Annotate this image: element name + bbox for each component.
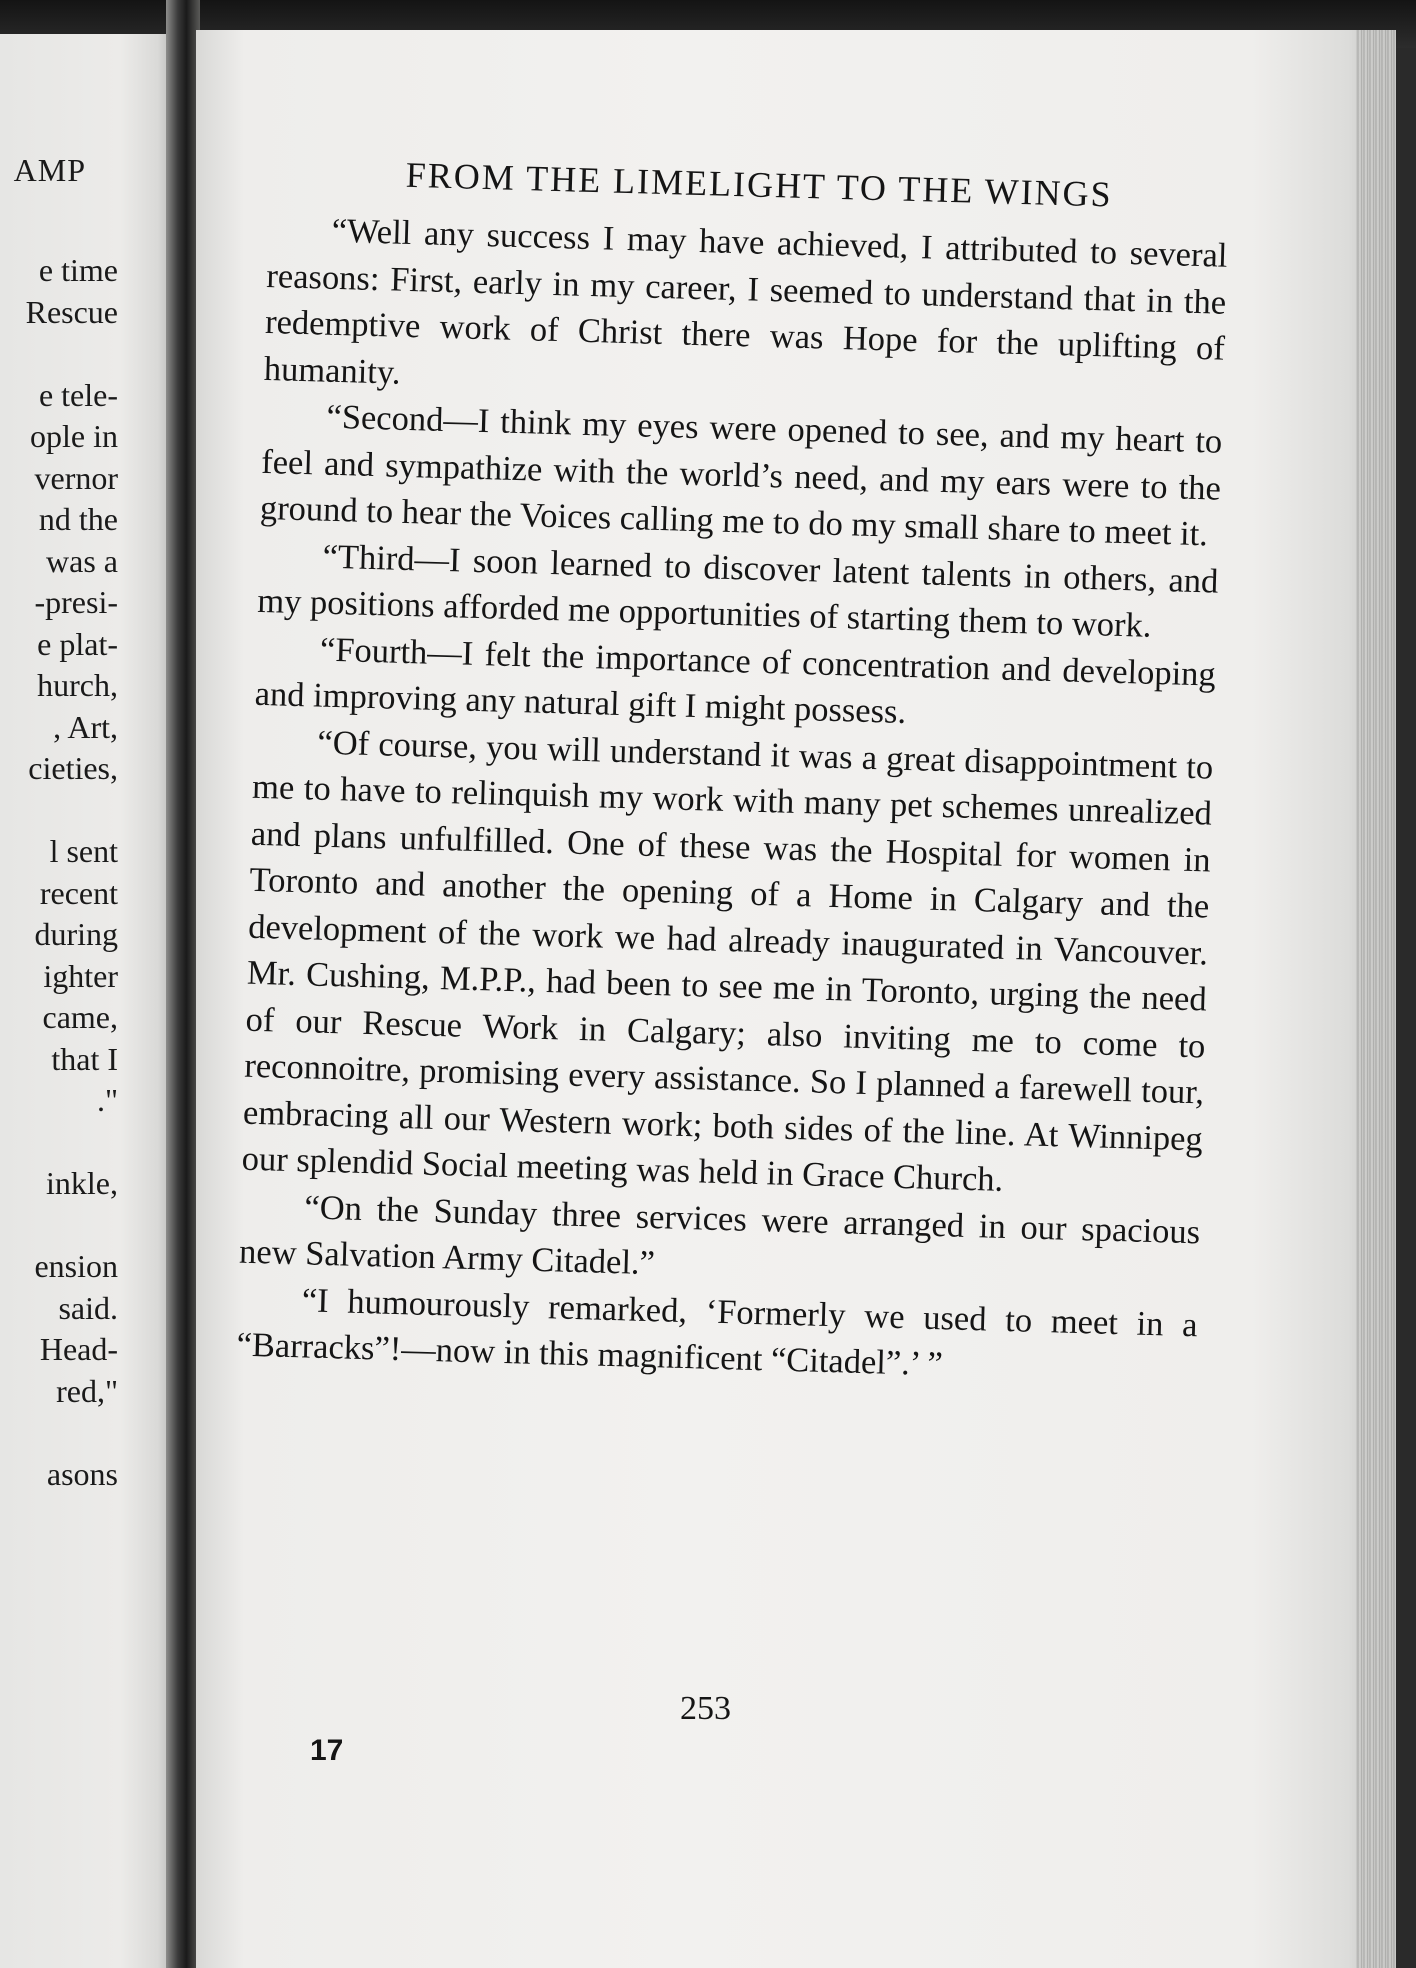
left-line-fragment: Head- bbox=[39, 1331, 118, 1367]
page-text-block bbox=[236, 150, 1230, 1395]
left-line-fragment: came, bbox=[42, 999, 118, 1035]
paragraph: “Well any success I may have achieved, I attributed to several reasons: First, early in my career, I seemed to understand that in the redemptive work of Christ there was Hope for the uplifting of humanity. bbox=[263, 211, 1228, 392]
left-line-fragment: vernor bbox=[34, 459, 118, 496]
left-line-fragment: said. bbox=[58, 1289, 118, 1326]
left-line-fragment: inkle, bbox=[46, 1165, 118, 1201]
paragraph: “Fourth—I felt the importance of concentration and developing and improving any natural gift I might possess. bbox=[254, 630, 1217, 731]
left-line-fragment: hurch, bbox=[37, 667, 118, 703]
left-line-fragment: e tele- bbox=[38, 376, 118, 413]
book-gutter bbox=[166, 0, 200, 1968]
left-line-fragment: was a bbox=[46, 542, 118, 579]
paragraph: “Of course, you will understand it was a great disappointment to me to have to relinquish my work with many pet schemes unrealized and plans unfulfilled. One of these was the Hospital for women in Toronto and another the opening of a Home in Calgary and the development of the work we had already inaugurated in Vancouver. Mr. Cushing, M.P.P., had been to see me in Toronto, urging the need of our Rescue Work in Calgary; also inviting me to come to reconnoitre, promising every assistance. So I planned a farewell tour, embracing all our Western work; both sides of the line. At Winnipeg our splendid Social meeting was held in Grace Church. bbox=[241, 723, 1214, 1199]
running-head: FROM THE LIMELIGHT TO THE WINGS bbox=[405, 154, 1114, 215]
paragraph: “On the Sunday three services were arranged in our spacious new Salvation Army Citadel.” bbox=[238, 1187, 1201, 1283]
signature-mark: 17 bbox=[310, 1734, 344, 1767]
left-line-fragment: e plat- bbox=[37, 625, 118, 662]
left-line-fragment: recent bbox=[39, 874, 118, 911]
paragraph: “I humourously remarked, ‘Formerly we used to meet in a “Barracks”!—now in this magnificent “Citadel”.’ ” bbox=[236, 1280, 1199, 1384]
left-line-fragment: during bbox=[34, 916, 118, 952]
paragraph: “Third—I soon learned to discover latent talents in others, and my positions afforded me opportunities of starting them to work. bbox=[256, 537, 1219, 645]
page-number: 253 bbox=[680, 1690, 731, 1727]
left-line-fragment: ighter bbox=[43, 957, 118, 994]
left-line-fragment: ople in bbox=[30, 418, 118, 454]
left-line-fragment: e time bbox=[38, 252, 118, 288]
left-line-fragment: ." bbox=[96, 1082, 118, 1118]
left-line-fragment: asons bbox=[46, 1455, 118, 1492]
paragraph: “Second—I think my eyes were opened to see, and my heart to feel and sympathize with the world’s need, and my ears were to the ground to hear the Voices calling me to do my small share to meet it. bbox=[259, 397, 1223, 554]
left-line-fragment: Rescue bbox=[25, 293, 118, 330]
left-facing-page bbox=[0, 34, 172, 1968]
left-line-fragment: nd the bbox=[38, 501, 118, 537]
left-line-fragment: red," bbox=[56, 1372, 118, 1409]
left-line-fragment: that I bbox=[51, 1040, 118, 1077]
left-line-fragment: , Art, bbox=[53, 708, 118, 745]
left-line-fragment: l sent bbox=[49, 833, 118, 869]
left-line-fragment: cieties, bbox=[28, 750, 118, 786]
left-line-fragment: ension bbox=[34, 1248, 118, 1284]
page-edge-stack bbox=[1356, 30, 1396, 1968]
left-running-head-fragment: AMP bbox=[13, 152, 86, 188]
left-line-fragment: -presi- bbox=[34, 584, 118, 620]
